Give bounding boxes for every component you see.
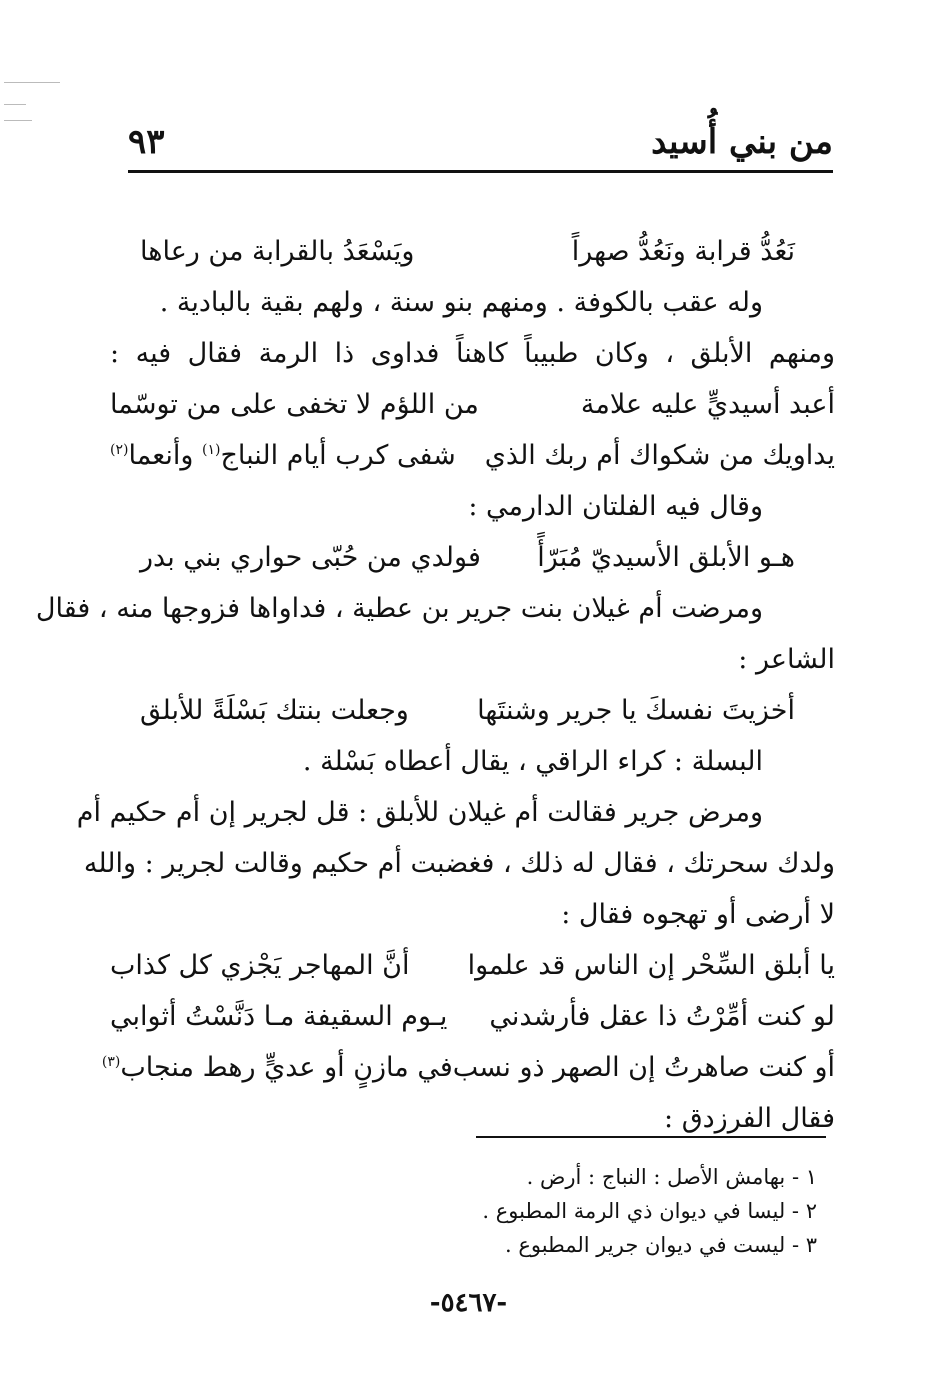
verse-line bbox=[110, 379, 835, 430]
scan-mark bbox=[4, 82, 60, 83]
prose-line: ومنهم الأبلق ، وكان طبيباً كاهناً فداوى ذا الرمة فقال فيه : bbox=[110, 338, 835, 369]
print-page-number: -٥٤٦٧- bbox=[429, 1288, 508, 1318]
prose-line: ومرضت أم غيلان بنت جرير بن عطية ، فداواها فزوجها منه ، فقال bbox=[35, 593, 763, 624]
footnotes bbox=[482, 1160, 817, 1262]
section-title: من بني أُسيد bbox=[651, 122, 833, 162]
footnote-ref: (٣) bbox=[101, 1054, 121, 1070]
verse-second-hemistich bbox=[110, 430, 456, 481]
hemistich-text: وأنعما bbox=[128, 440, 202, 471]
verse-second-hemistich: من اللؤم لا تخفى على من توسّما bbox=[110, 389, 479, 420]
footnote: ٢ - ليسا في ديوان ذي الرمة المطبوع . bbox=[482, 1199, 817, 1223]
verse-line bbox=[110, 226, 835, 277]
hemistich-text: شفى كرب أيام النباج bbox=[220, 440, 456, 471]
body-text bbox=[35, 226, 835, 1144]
verse-first-hemistich: يداويك من شكواك أم ربك الذي bbox=[484, 440, 835, 471]
scan-mark bbox=[4, 104, 26, 105]
verse-line bbox=[101, 1042, 835, 1093]
footnote: ١ - بهامش الأصل : النباج : أرض . bbox=[526, 1165, 817, 1189]
verse-second-hemistich: أنَّ المهاجر يَجْزي كل كذاب bbox=[110, 950, 410, 981]
verse-line bbox=[110, 430, 835, 481]
verse-first-hemistich: أعبد أسيديٍّ عليه علامة bbox=[580, 389, 835, 420]
verse-line bbox=[110, 532, 835, 583]
verse-second-hemistich: يـوم السقيفة مـا دَنَّسْتُ أثوابي bbox=[110, 1001, 448, 1032]
footnote: ٣ - ليست في ديوان جرير المطبوع . bbox=[504, 1233, 817, 1257]
page-number: ٩٣ bbox=[128, 122, 165, 162]
prose-line: وقال فيه الفلتان الدارمي : bbox=[468, 491, 763, 522]
prose-line: ولدك سحرتك ، فقال له ذلك ، فغضبت أم حكيم وقالت لجرير : والله bbox=[83, 848, 835, 879]
verse-first-hemistich: نَعُدُّ قرابة ونَعُدُّ صهراً bbox=[571, 236, 795, 267]
prose-line: الشاعر : bbox=[738, 644, 835, 675]
prose-line: ومرض جرير فقالت أم غيلان للأبلق : قل لجرير إن أم حكيم أم bbox=[76, 797, 763, 828]
verse-second-hemistich: فولدي من حُبّى حواري بني بدر bbox=[140, 542, 481, 573]
footnote-ref: (١) bbox=[201, 442, 221, 458]
verse-first-hemistich: لو كنت أمِّرْتُ ذا عقل فأرشدني bbox=[489, 1001, 835, 1032]
header-rule bbox=[128, 170, 833, 173]
footnote-rule bbox=[476, 1136, 826, 1138]
verse-second-hemistich: ويَسْعَدُ بالقرابة من رعاها bbox=[140, 236, 415, 267]
verse-first-hemistich: هـو الأبلق الأسيديّ مُبَرّأً bbox=[537, 542, 795, 573]
verse-line bbox=[110, 940, 835, 991]
hemistich-text: في مازنٍ أو عديٍّ رهط منجاب bbox=[120, 1052, 453, 1083]
prose-line: فقال الفرزدق : bbox=[664, 1103, 835, 1134]
prose-line: لا أرضى أو تهجوه فقال : bbox=[561, 899, 835, 930]
verse-line bbox=[110, 991, 835, 1042]
verse-first-hemistich: أو كنت صاهرتُ إن الصهر ذو نسب bbox=[452, 1052, 835, 1083]
prose-line: وله عقب بالكوفة . ومنهم بنو سنة ، ولهم بقية بالبادية . bbox=[159, 287, 763, 318]
footnote-ref: (٢) bbox=[110, 442, 129, 458]
verse-second-hemistich bbox=[102, 1042, 453, 1093]
running-header bbox=[128, 118, 833, 168]
prose-line: البسلة : كراء الراقي ، يقال أعطاه بَسْلة . bbox=[302, 746, 763, 777]
verse-first-hemistich: أخزيتَ نفسكَ يا جرير وشنتَها bbox=[477, 695, 795, 726]
verse-line bbox=[110, 685, 835, 736]
verse-first-hemistich: يا أبلق السِّحْر إن الناس قد علموا bbox=[467, 950, 835, 981]
verse-second-hemistich: وجعلت بنتك بَسْلَةً للأبلق bbox=[140, 695, 409, 726]
scan-mark bbox=[4, 120, 32, 121]
